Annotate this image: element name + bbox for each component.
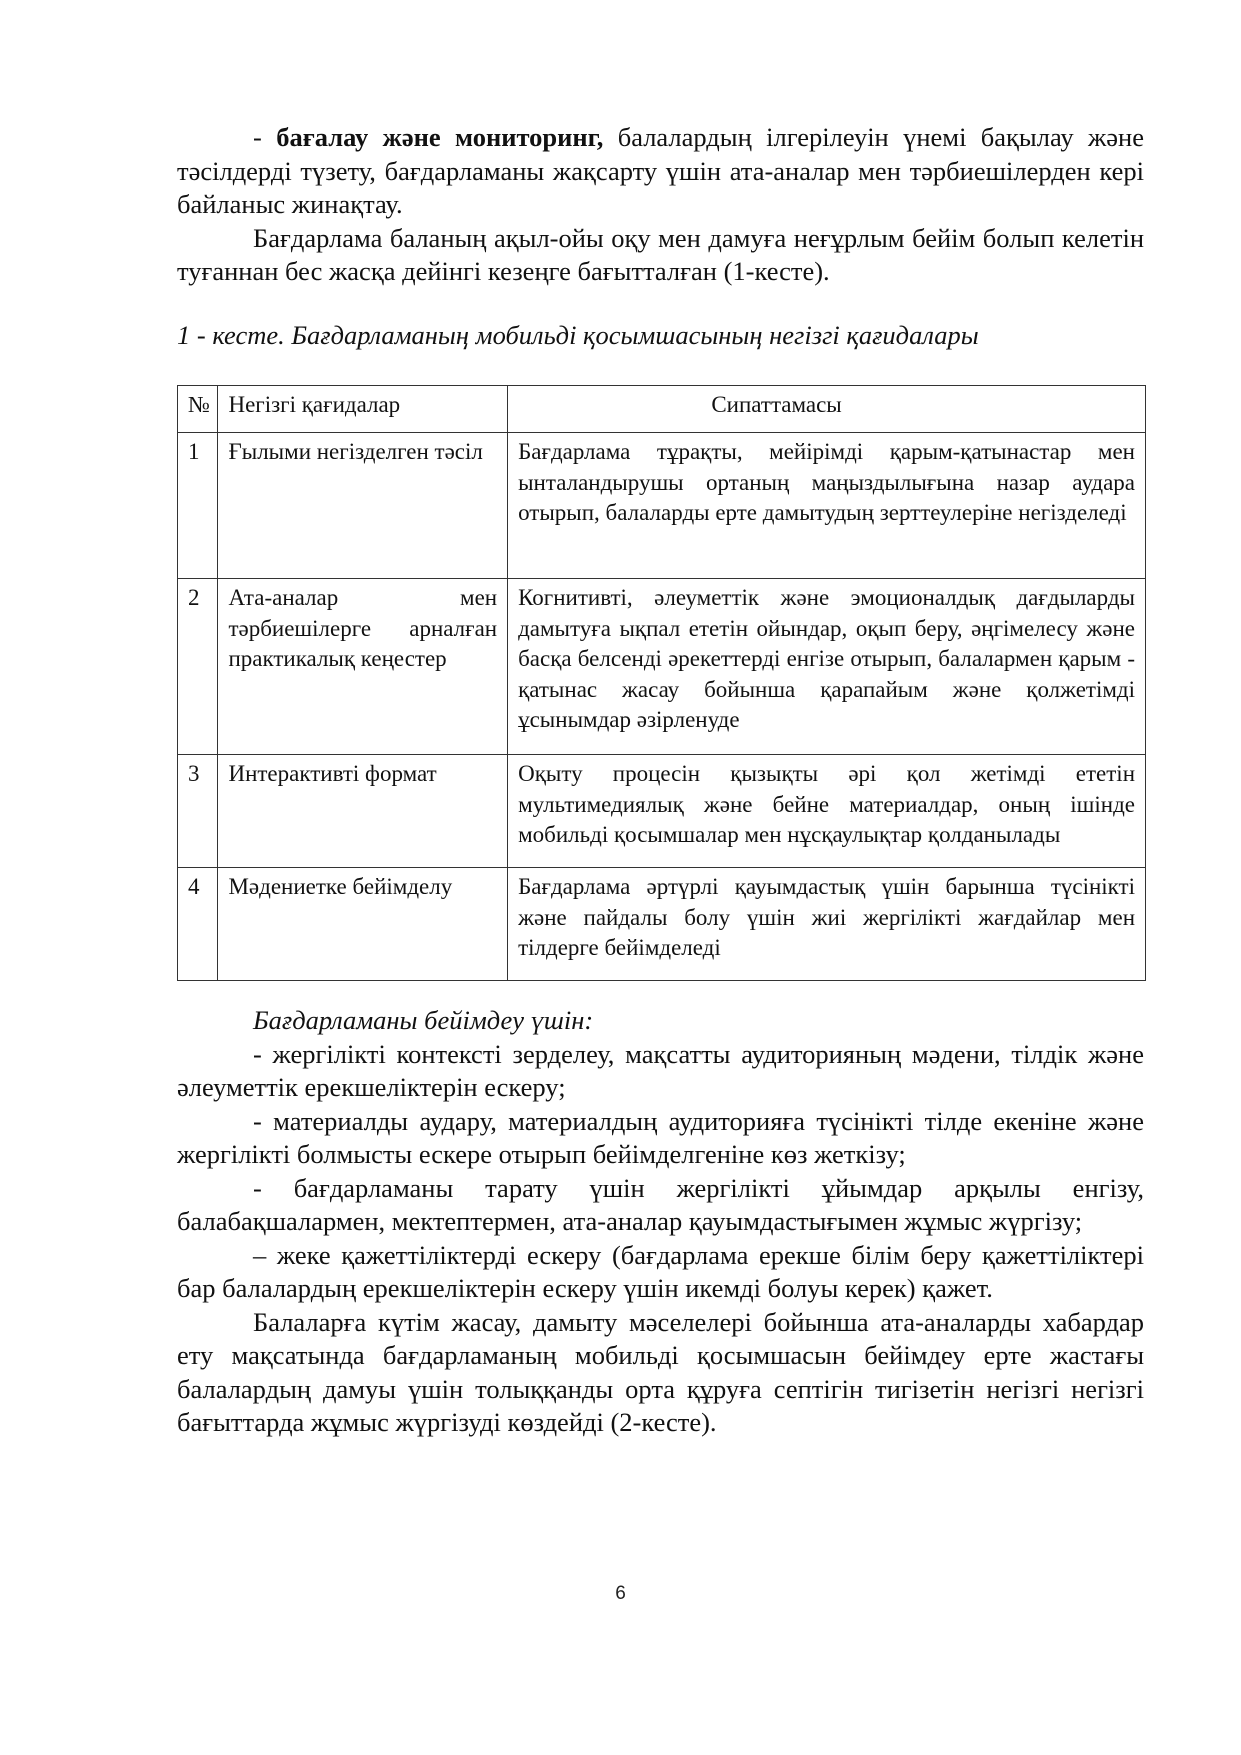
header-number: №	[178, 386, 218, 433]
header-description: Сипаттамасы	[508, 386, 1146, 433]
closing-paragraph: Балаларға күтім жасау, дамыту мәселелері бойынша ата-аналарды хабардар ету мақсатында бағдарламаның мобильді қосымшасын бейімдеу ерте жастағы балалардың дамуы үшін толыққанды орта құруға септігін тигізетін негізгі негізгі бағыттарда жұмыс жүргізуді көздейді (2-кесте).	[177, 1306, 1144, 1437]
paragraph-monitoring: - бағалау және мониторинг, балалардың ілгерілеуін үнемі бақылау және тәсілдерді түзету, бағдарламаны жақсарту үшін ата-аналар мен тәрбиешілерден кері байланыс жинақтау.	[177, 122, 1144, 219]
adaptation-item: - жергілікті контексті зерделеу, мақсатты аудиторияның мәдени, тілдік және әлеуметтік ерекшеліктерін ескеру;	[177, 1038, 1144, 1102]
page-number: 6	[615, 1583, 626, 1604]
row-number: 4	[178, 868, 218, 981]
adaptation-lead: Бағдарламаны бейімдеу үшін:	[253, 1005, 594, 1035]
intro-section	[177, 121, 1144, 289]
table-header-row	[178, 386, 1146, 433]
row-principle: Ғылыми негізделген тәсіл	[218, 433, 508, 579]
row-description: Оқыту процесін қызықты әрі қол жетімді ететін мультимедиялық және бейне материалдар, оның ішінде мобильді қосымшалар мен нұсқаулықтар қолданылады	[508, 755, 1146, 868]
table-row	[178, 579, 1146, 755]
table-row	[178, 868, 1146, 981]
row-number: 2	[178, 579, 218, 755]
table-row	[178, 433, 1146, 579]
adaptation-item: – жеке қажеттіліктерді ескеру (бағдарлама ерекше білім беру қажеттіліктері бар балалардың ерекшеліктерін ескеру үшін икемді болуы керек) қажет.	[177, 1239, 1144, 1303]
row-number: 3	[178, 755, 218, 868]
paragraph-program-age: Бағдарлама баланың ақыл-ойы оқу мен дамуға неғұрлым бейім болып келетін туғаннан бес жасқа дейінгі кезеңге бағытталған (1-кесте).	[177, 222, 1144, 286]
row-description: Бағдарлама тұрақты, мейірімді қарым-қатынастар мен ынталандырушы ортаның маңыздылығына назар аудара отырып, балаларды ерте дамытудың зерттеулеріне негізделеді	[508, 433, 1146, 579]
row-principle: Мәдениетке бейімделу	[218, 868, 508, 981]
row-description: Когнитивті, әлеуметтік және эмоционалдық дағдыларды дамытуға ықпал ететін ойындар, оқып беру, әңгімелесу және басқа белсенді әрекеттерді енгізе отырып, балалармен қарым - қатынас жасау бойынша қарапайым және қолжетімді ұсынымдар әзірленуде	[508, 579, 1146, 755]
adaptation-section	[177, 1004, 1144, 1440]
row-number: 1	[178, 433, 218, 579]
table-row	[178, 755, 1146, 868]
adaptation-item: - бағдарламаны тарату үшін жергілікті ұйымдар арқылы енгізу, балабақшалармен, мектептермен, ата-аналар қауымдастығымен жұмыс жүргізу;	[177, 1172, 1144, 1236]
bold-term: бағалау және мониторинг,	[276, 122, 604, 152]
header-principle: Негізгі қағидалар	[218, 386, 508, 433]
row-principle: Интерактивті формат	[218, 755, 508, 868]
adaptation-item: - материалды аудару, материалдың аудиторияға түсінікті тілде екеніне және жергілікті болмысты ескере отырып бейімделгеніне көз жеткізу;	[177, 1105, 1144, 1169]
principles-table	[177, 385, 1146, 981]
row-description: Бағдарлама әртүрлі қауымдастық үшін барынша түсінікті және пайдалы болу үшін жиі жергілікті жағдайлар мен тілдерге бейімделеді	[508, 868, 1146, 981]
table-caption: 1 - кесте. Бағдарламаның мобильді қосымшасының негізгі қағидалары	[177, 320, 979, 350]
row-principle: Ата-аналар мен тәрбиешілерге арналған практикалық кеңестер	[218, 579, 508, 755]
